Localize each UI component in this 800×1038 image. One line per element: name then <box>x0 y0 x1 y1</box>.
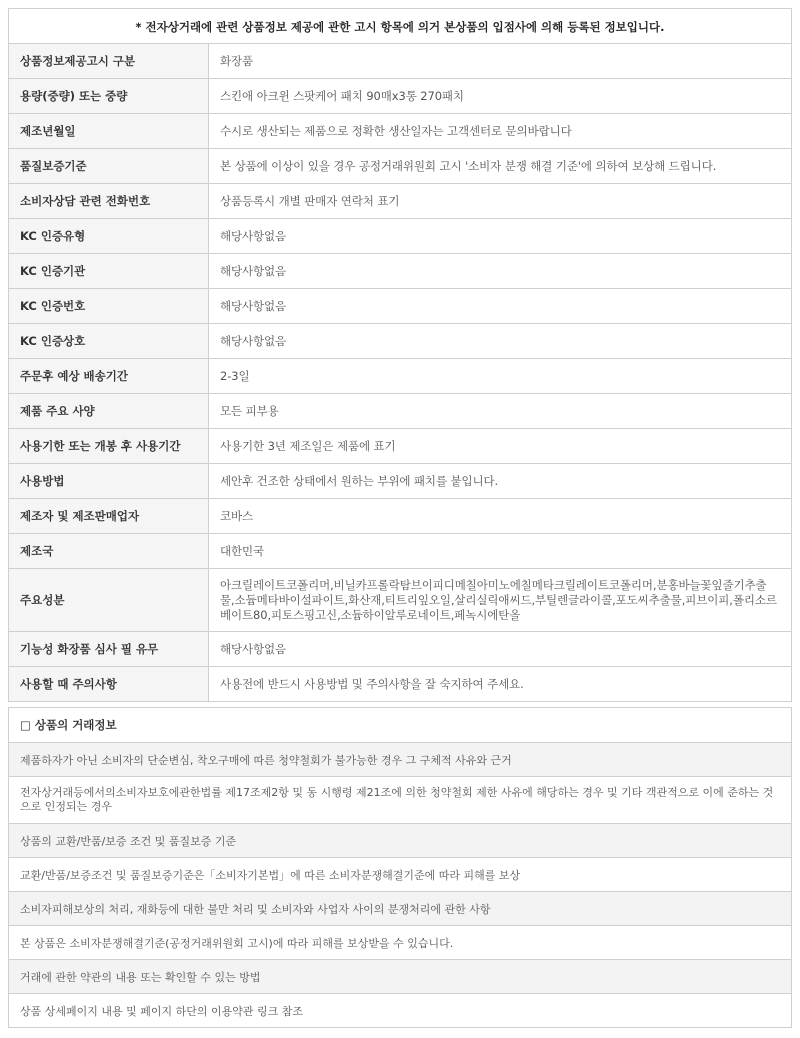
info-value: 해당사항없음 <box>209 324 792 359</box>
info-row <box>9 464 792 499</box>
info-row <box>9 289 792 324</box>
info-label: 제조년월일 <box>9 114 209 149</box>
info-label: KC 인증번호 <box>9 289 209 324</box>
info-row <box>9 324 792 359</box>
product-info-notice <box>8 8 792 1028</box>
info-value: 모든 피부용 <box>209 394 792 429</box>
info-row <box>9 79 792 114</box>
info-value: 코바스 <box>209 499 792 534</box>
info-label: 품질보증기준 <box>9 149 209 184</box>
info-value: 해당사항없음 <box>209 632 792 667</box>
info-label: 제품 주요 사양 <box>9 394 209 429</box>
trade-info-header: □ 상품의 거래정보 <box>9 708 791 743</box>
info-value: 아크릴레이트코폴리머,비닐카프롤락탐브이피디메칠아미노에칠메타크릴레이트코폴리머,분홍바늘꽃잎줄기추출물,소듐메타바이설파이트,화산재,티트리잎오일,살리실릭애씨드,부틸렌글라이콜,포도씨추출물,피브이피,폴리소르베이트80,피토스핑고신,소듐하이알루로네이트,페녹시에탄올 <box>209 569 792 632</box>
info-label: 제조국 <box>9 534 209 569</box>
info-row <box>9 114 792 149</box>
info-value: 세안후 건조한 상태에서 원하는 부위에 패치를 붙입니다. <box>209 464 792 499</box>
info-value: 수시로 생산되는 제품으로 정확한 생산일자는 고객센터로 문의바랍니다 <box>209 114 792 149</box>
trade-answer: 전자상거래등에서의소비자보호에관한법률 제17조제2항 및 동 시행령 제21조에 의한 청약철회 제한 사유에 해당하는 경우 및 기타 객관적으로 이에 준하는 것으로 인정되는 경우 <box>9 777 791 824</box>
info-row <box>9 632 792 667</box>
info-value: 해당사항없음 <box>209 254 792 289</box>
info-label: 소비자상담 관련 전화번호 <box>9 184 209 219</box>
info-label: KC 인증유형 <box>9 219 209 254</box>
info-value: 상품등록시 개별 판매자 연락처 표기 <box>209 184 792 219</box>
info-label: KC 인증상호 <box>9 324 209 359</box>
trade-question: 소비자피해보상의 처리, 재화등에 대한 불만 처리 및 소비자와 사업자 사이의 분쟁처리에 관한 사항 <box>9 892 791 926</box>
info-label: 주요성분 <box>9 569 209 632</box>
trade-answer: 상품 상세페이지 내용 및 페이지 하단의 이용약관 링크 참조 <box>9 994 791 1028</box>
info-row <box>9 184 792 219</box>
info-value: 해당사항없음 <box>209 289 792 324</box>
info-row <box>9 149 792 184</box>
trade-question: 제품하자가 아닌 소비자의 단순변심, 착오구매에 따른 청약철회가 불가능한 경우 그 구체적 사유와 근거 <box>9 743 791 777</box>
trade-info-section <box>8 707 792 1028</box>
info-row <box>9 534 792 569</box>
info-row <box>9 219 792 254</box>
info-label: 사용할 때 주의사항 <box>9 667 209 702</box>
info-label: KC 인증기관 <box>9 254 209 289</box>
trade-answer: 본 상품은 소비자분쟁해결기준(공정거래위원회 고시)에 따라 피해를 보상받을 수 있습니다. <box>9 926 791 960</box>
info-label: 용량(중량) 또는 중량 <box>9 79 209 114</box>
info-row <box>9 499 792 534</box>
info-row <box>9 394 792 429</box>
info-label: 상품정보제공고시 구분 <box>9 44 209 79</box>
info-label: 사용방법 <box>9 464 209 499</box>
product-info-table <box>8 43 792 702</box>
info-label: 기능성 화장품 심사 필 유무 <box>9 632 209 667</box>
info-value: 화장품 <box>209 44 792 79</box>
info-row <box>9 359 792 394</box>
info-row <box>9 429 792 464</box>
info-value: 사용전에 반드시 사용방법 및 주의사항을 잘 숙지하여 주세요. <box>209 667 792 702</box>
info-label: 주문후 예상 배송기간 <box>9 359 209 394</box>
trade-question: 거래에 관한 약관의 내용 또는 확인할 수 있는 방법 <box>9 960 791 994</box>
notice-banner: * 전자상거래에 관련 상품정보 제공에 관한 고시 항목에 의거 본상품의 입점사에 의해 등록된 정보입니다. <box>8 8 792 44</box>
info-value: 2-3일 <box>209 359 792 394</box>
info-row <box>9 667 792 702</box>
trade-answer: 교환/반품/보증조건 및 품질보증기준은「소비자기본법」에 따른 소비자분쟁해결기준에 따라 피해를 보상 <box>9 858 791 892</box>
info-row <box>9 569 792 632</box>
trade-question: 상품의 교환/반품/보증 조건 및 품질보증 기준 <box>9 824 791 858</box>
info-row <box>9 44 792 79</box>
info-row <box>9 254 792 289</box>
info-value: 대한민국 <box>209 534 792 569</box>
info-label: 제조자 및 제조판매업자 <box>9 499 209 534</box>
info-label: 사용기한 또는 개봉 후 사용기간 <box>9 429 209 464</box>
info-value: 스킨애 아크윈 스팟케어 패치 90매x3통 270패치 <box>209 79 792 114</box>
info-value: 해당사항없음 <box>209 219 792 254</box>
info-value: 본 상품에 이상이 있을 경우 공정거래위원회 고시 '소비자 분쟁 해결 기준'에 의하여 보상해 드립니다. <box>209 149 792 184</box>
info-value: 사용기한 3년 제조일은 제품에 표기 <box>209 429 792 464</box>
